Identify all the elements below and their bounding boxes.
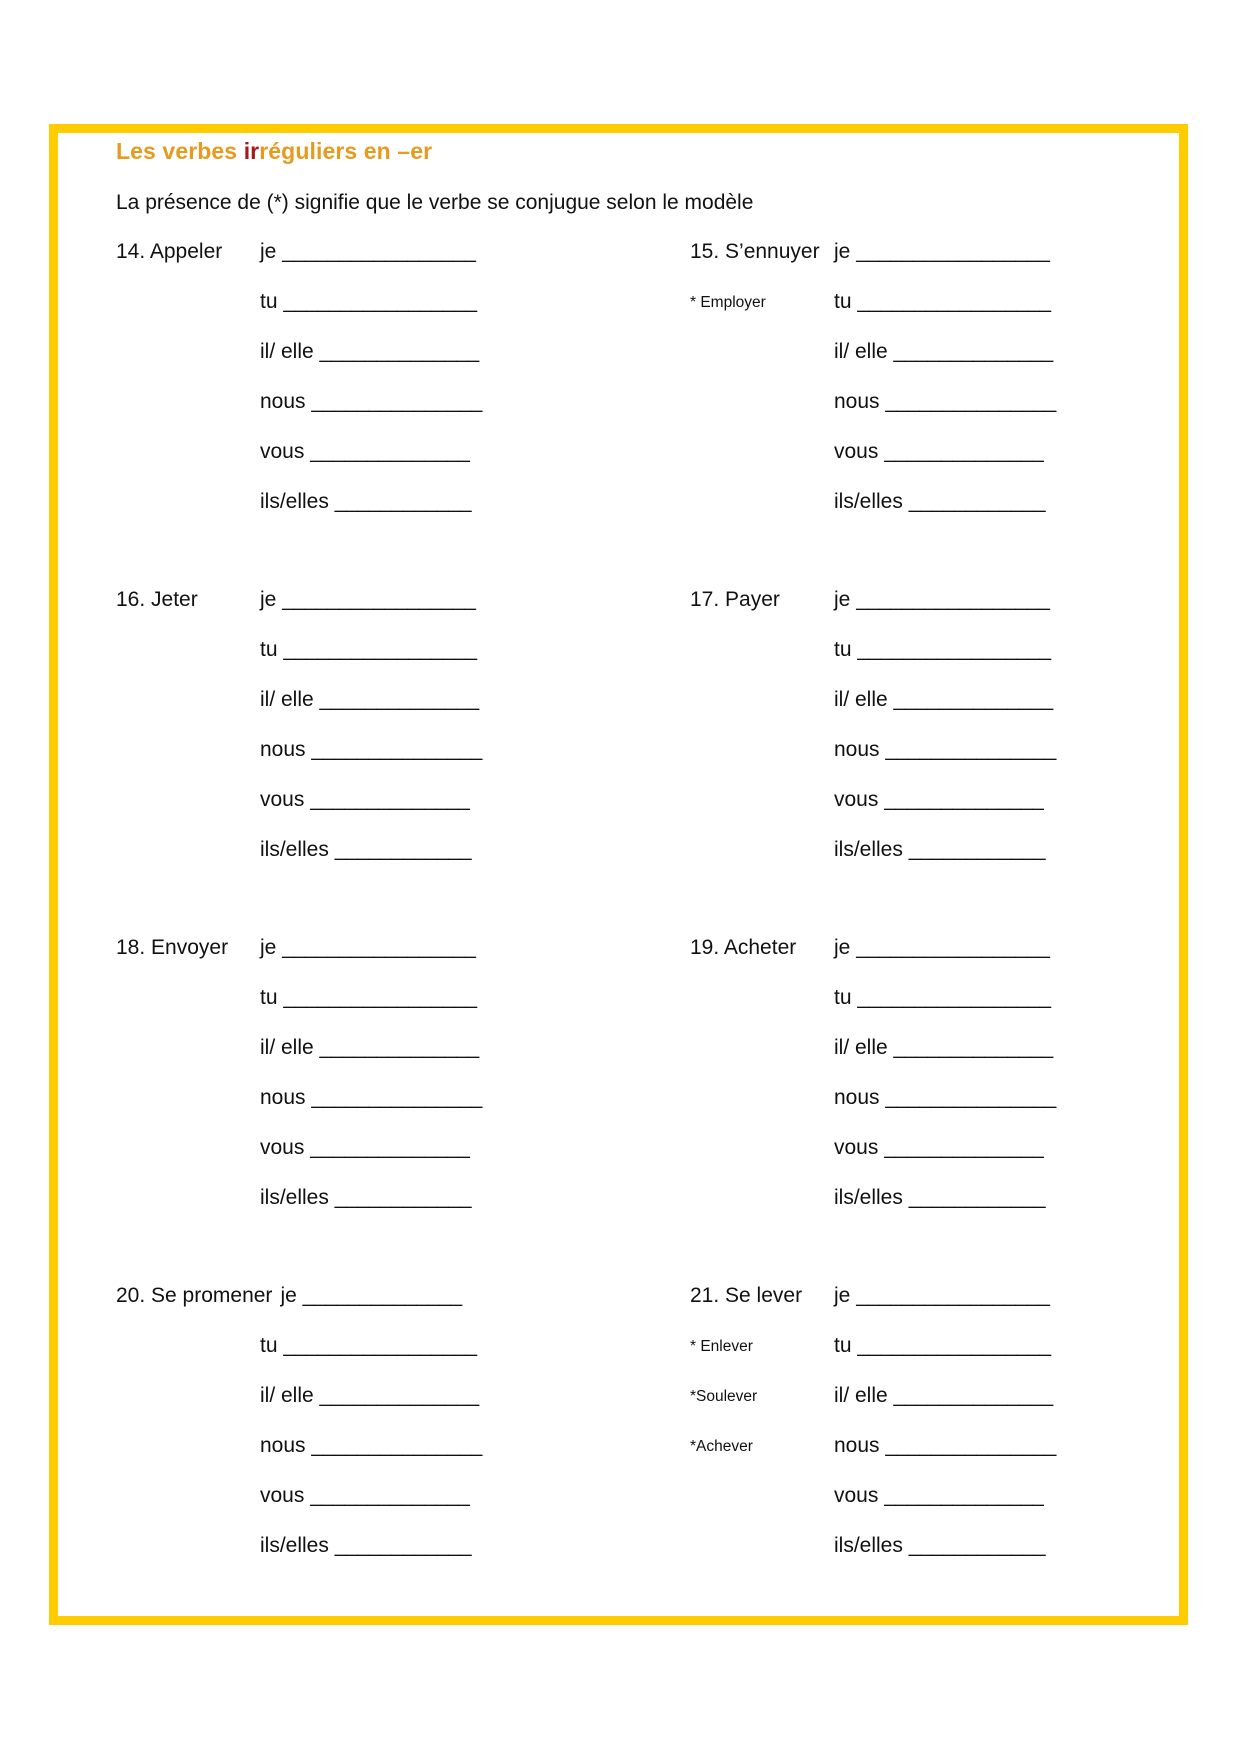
answer-blank[interactable]: ______________ (319, 1384, 479, 1407)
pronoun-label: ils/elles (260, 838, 335, 861)
conjugation-line (260, 936, 476, 960)
conjugation-line (260, 1384, 479, 1408)
conjugation-line (260, 788, 470, 812)
instructions: La présence de (*) signifie que le verbe se conjugue selon le modèle (116, 191, 754, 214)
pronoun-label: je (260, 936, 283, 959)
answer-blank[interactable]: _________________ (283, 986, 477, 1009)
answer-blank[interactable]: ______________ (319, 1036, 479, 1059)
conjugation-line (260, 1334, 477, 1358)
pronoun-label: vous (260, 440, 311, 463)
answer-blank[interactable]: ____________ (908, 1186, 1046, 1209)
pronoun-label: nous (834, 738, 886, 761)
answer-blank[interactable]: _______________ (311, 1434, 483, 1457)
conjugation-line (260, 290, 477, 314)
pronoun-label: ils/elles (260, 1534, 335, 1557)
answer-blank[interactable]: _________________ (857, 638, 1051, 661)
answer-blank[interactable]: ______________ (884, 788, 1044, 811)
conjugation-line (260, 688, 479, 712)
pronoun-label: nous (260, 738, 312, 761)
model-verb-note: * Enlever (690, 1338, 753, 1355)
conjugation-line (260, 240, 476, 264)
conjugation-line (834, 340, 1053, 364)
pronoun-label: vous (834, 788, 885, 811)
pronoun-label: je (260, 240, 283, 263)
model-verb-note: *Achever (690, 1438, 753, 1455)
answer-blank[interactable]: _________________ (856, 588, 1050, 611)
conjugation-line (834, 838, 1045, 862)
answer-blank[interactable]: ____________ (334, 838, 472, 861)
answer-blank[interactable]: ____________ (334, 1186, 472, 1209)
answer-blank[interactable]: ______________ (884, 440, 1044, 463)
conjugation-line (834, 588, 1050, 612)
pronoun-label: il/ elle (834, 340, 894, 363)
pronoun-label: je (834, 588, 857, 611)
verb-heading: 16. Jeter (116, 588, 198, 611)
conjugation-line (834, 936, 1050, 960)
answer-blank[interactable]: _________________ (856, 936, 1050, 959)
conjugation-line (834, 290, 1051, 314)
answer-blank[interactable]: _______________ (311, 738, 483, 761)
pronoun-label: vous (834, 1484, 885, 1507)
conjugation-line (834, 688, 1053, 712)
answer-blank[interactable]: ______________ (319, 688, 479, 711)
conjugation-line (834, 240, 1050, 264)
pronoun-label: tu (260, 290, 284, 313)
conjugation-line (834, 440, 1044, 464)
pronoun-label: vous (260, 1136, 311, 1159)
conjugation-line (834, 390, 1056, 414)
pronoun-label: tu (260, 1334, 284, 1357)
pronoun-label: je (280, 1284, 303, 1307)
conjugation-line (834, 1384, 1053, 1408)
answer-blank[interactable]: ______________ (310, 788, 470, 811)
answer-blank[interactable]: ____________ (908, 1534, 1046, 1557)
conjugation-line (834, 1036, 1053, 1060)
conjugation-line (260, 1484, 470, 1508)
answer-blank[interactable]: ____________ (334, 490, 472, 513)
answer-blank[interactable]: ______________ (884, 1484, 1044, 1507)
conjugation-line (260, 340, 479, 364)
pronoun-label: ils/elles (260, 1186, 335, 1209)
pronoun-label: tu (834, 1334, 858, 1357)
conjugation-line (260, 490, 471, 514)
conjugation-line (834, 1434, 1056, 1458)
answer-blank[interactable]: ______________ (302, 1284, 462, 1307)
pronoun-label: tu (834, 290, 858, 313)
answer-blank[interactable]: _______________ (311, 1086, 483, 1109)
pronoun-label: tu (834, 638, 858, 661)
conjugation-line (260, 1534, 471, 1558)
conjugation-line (260, 390, 482, 414)
conjugation-line (834, 1334, 1051, 1358)
pronoun-label: je (260, 588, 283, 611)
answer-blank[interactable]: _______________ (885, 390, 1057, 413)
conjugation-line (834, 1484, 1044, 1508)
pronoun-label: nous (834, 1434, 886, 1457)
conjugation-line (260, 440, 470, 464)
pronoun-label: vous (834, 440, 885, 463)
answer-blank[interactable]: ______________ (893, 340, 1053, 363)
conjugation-line (260, 1186, 471, 1210)
pronoun-label: ils/elles (260, 490, 335, 513)
conjugation-line (260, 738, 482, 762)
pronoun-label: il/ elle (260, 340, 320, 363)
answer-blank[interactable]: _______________ (885, 1434, 1057, 1457)
conjugation-line (260, 838, 471, 862)
conjugation-line (834, 490, 1045, 514)
pronoun-label: ils/elles (834, 490, 909, 513)
page-title: Les verbes irréguliers en –er (116, 138, 433, 164)
conjugation-line (280, 1284, 462, 1308)
answer-blank[interactable]: ______________ (893, 688, 1053, 711)
verb-heading: 18. Envoyer (116, 936, 229, 959)
answer-blank[interactable]: ______________ (310, 1484, 470, 1507)
pronoun-label: nous (834, 390, 886, 413)
answer-blank[interactable]: ______________ (893, 1036, 1053, 1059)
verb-heading: 14. Appeler (116, 240, 223, 263)
pronoun-label: ils/elles (834, 838, 909, 861)
verb-heading: 20. Se promener (116, 1284, 273, 1307)
pronoun-label: nous (260, 390, 312, 413)
answer-blank[interactable]: ______________ (893, 1384, 1053, 1407)
answer-blank[interactable]: _________________ (282, 588, 476, 611)
pronoun-label: vous (834, 1136, 885, 1159)
pronoun-label: je (834, 240, 857, 263)
answer-blank[interactable]: _________________ (282, 936, 476, 959)
title-highlight: ir (243, 138, 260, 164)
answer-blank[interactable]: ____________ (334, 1534, 472, 1557)
answer-blank[interactable]: _________________ (283, 638, 477, 661)
answer-blank[interactable]: ______________ (310, 440, 470, 463)
pronoun-label: je (834, 936, 857, 959)
answer-blank[interactable]: _________________ (857, 1334, 1051, 1357)
pronoun-label: nous (260, 1086, 312, 1109)
answer-blank[interactable]: ______________ (310, 1136, 470, 1159)
pronoun-label: tu (260, 986, 284, 1009)
pronoun-label: vous (260, 1484, 311, 1507)
conjugation-line (260, 1136, 470, 1160)
answer-blank[interactable]: ____________ (908, 490, 1046, 513)
answer-blank[interactable]: ____________ (908, 838, 1046, 861)
conjugation-line (834, 1186, 1045, 1210)
pronoun-label: il/ elle (834, 1036, 894, 1059)
verb-heading: 17. Payer (690, 588, 780, 611)
answer-blank[interactable]: _________________ (857, 290, 1051, 313)
answer-blank[interactable]: _______________ (311, 390, 483, 413)
conjugation-line (260, 588, 476, 612)
answer-blank[interactable]: _________________ (283, 290, 477, 313)
conjugation-line (834, 986, 1051, 1010)
pronoun-label: nous (834, 1086, 886, 1109)
answer-blank[interactable]: _________________ (856, 1284, 1050, 1307)
pronoun-label: ils/elles (834, 1534, 909, 1557)
answer-blank[interactable]: ______________ (884, 1136, 1044, 1159)
pronoun-label: il/ elle (834, 688, 894, 711)
conjugation-line (260, 986, 477, 1010)
conjugation-line (260, 1036, 479, 1060)
verb-heading: 21. Se lever (690, 1284, 803, 1307)
conjugation-line (834, 1086, 1056, 1110)
conjugation-line (834, 1534, 1045, 1558)
answer-blank[interactable]: _________________ (282, 240, 476, 263)
pronoun-label: nous (260, 1434, 312, 1457)
answer-blank[interactable]: _______________ (885, 738, 1057, 761)
model-verb-note: * Employer (690, 294, 766, 311)
pronoun-label: il/ elle (260, 1384, 320, 1407)
conjugation-line (834, 638, 1051, 662)
conjugation-line (834, 1136, 1044, 1160)
answer-blank[interactable]: ______________ (319, 340, 479, 363)
pronoun-label: vous (260, 788, 311, 811)
pronoun-label: il/ elle (260, 688, 320, 711)
conjugation-line (260, 638, 477, 662)
pronoun-label: tu (260, 638, 284, 661)
verb-heading: 19. Acheter (690, 936, 797, 959)
conjugation-line (260, 1086, 482, 1110)
pronoun-label: tu (834, 986, 858, 1009)
pronoun-label: ils/elles (834, 1186, 909, 1209)
conjugation-line (834, 788, 1044, 812)
pronoun-label: il/ elle (260, 1036, 320, 1059)
answer-blank[interactable]: _________________ (856, 240, 1050, 263)
model-verb-note: *Soulever (690, 1388, 758, 1405)
verb-heading: 15. S’ennuyer (690, 240, 820, 263)
conjugation-line (260, 1434, 482, 1458)
conjugation-line (834, 738, 1056, 762)
answer-blank[interactable]: _________________ (857, 986, 1051, 1009)
pronoun-label: il/ elle (834, 1384, 894, 1407)
answer-blank[interactable]: _________________ (283, 1334, 477, 1357)
conjugation-line (834, 1284, 1050, 1308)
pronoun-label: je (834, 1284, 857, 1307)
answer-blank[interactable]: _______________ (885, 1086, 1057, 1109)
